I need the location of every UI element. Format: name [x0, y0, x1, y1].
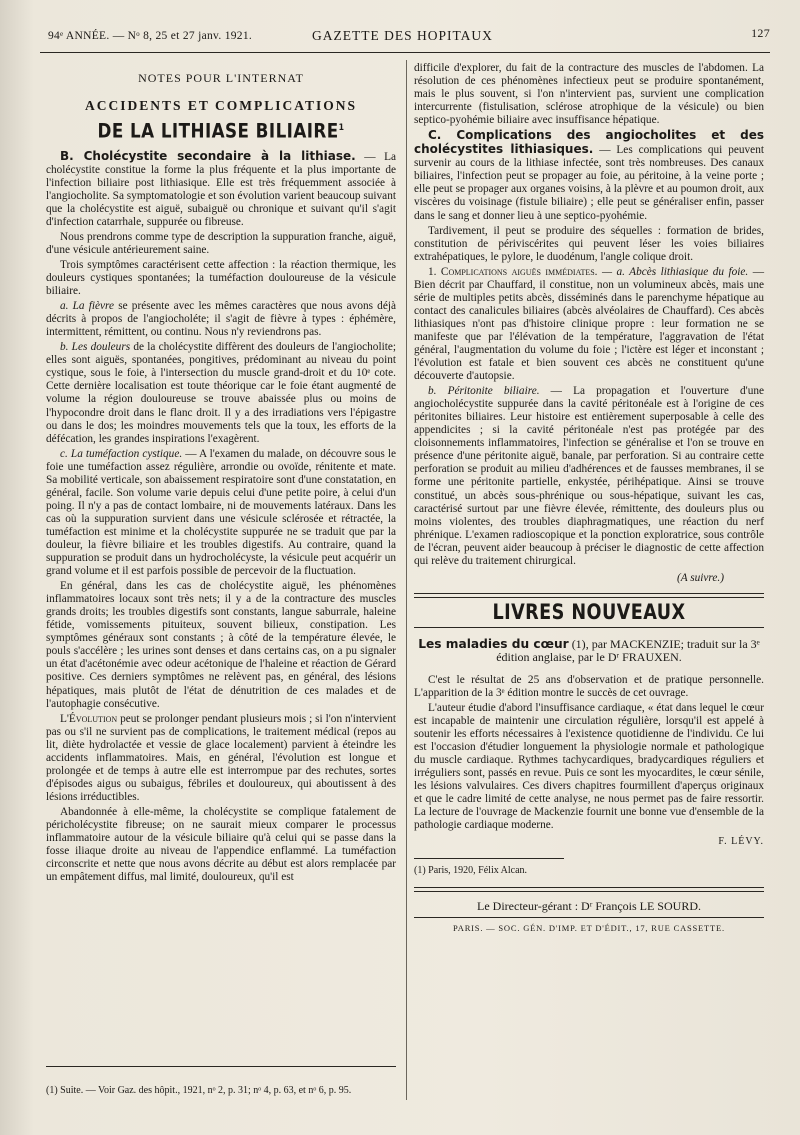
text-tumefaction: — A l'examen du malade, on découvre sous le foie une tuméfaction assez régulière, arrondie ou ovoïde, rénitente et mate. Sa mobilité verticale, son abaissement respiratoire sont d'une constatation, en général, facile. Son volume varie depuis celui d'une petite poire, à celui d'un poing. Il n'y a pas de contact lombaire, ni de mouvements latéraux. Dans les cas où la suppuration survient dans une vésicule sclérosée et rétractée, la tuméfaction est minime et la cholécystite suppurée ne se traduit que par la douleur, la fièvre biliaire et les troubles digestifs. Au contraire, quand la suppuration se produit dans un hydrocholécyste, la vésicule peut acquérir un grand volume et il est parfois possible de percevoir de la fluctuation.	[46, 447, 396, 578]
section-rule-top	[414, 593, 764, 598]
review-footnote: (1) Paris, 1920, Félix Alcan.	[414, 864, 528, 876]
right-column	[414, 62, 764, 935]
colophon-rule	[414, 917, 764, 918]
subhead-b: B. Cholécystite secondaire à la lithiase.	[60, 148, 356, 163]
review-note: (1)	[571, 636, 586, 651]
page-number: 127	[751, 26, 770, 40]
text-fievre: se présente avec les mêmes caractères que nous avons déjà décrits à propos de l'angiocholéte; il s'agit de fièvre à types : éphémère, intermittent, rémittent, ou continu. Nous n'y reviendrons pas.	[46, 300, 396, 339]
colophon-rule-top	[414, 887, 764, 892]
page-header	[40, 28, 770, 50]
journal-title: GAZETTE DES HOPITAUX	[312, 28, 493, 43]
review-footnote-rule	[414, 858, 564, 859]
header-rule	[40, 52, 770, 53]
lead-fievre: a. La fièvre	[60, 300, 115, 313]
review-paragraph-2: L'auteur étudie d'abord l'insuffisance cardiaque, « état dans lequel le cœur est incapable de maintenir une circulation régulière, lorsqu'il est appelé à soutenir les efforts nécessaires à l'existence quotidienne de l'individu. Ce lui est l'occasion d'étudier longuement la physiologie normale et pathologique du muscle cardiaque. Rythmes tachycardiques, bradycardiques réguliers et irréguliers sont, passés en revue. Puis ce sont les myocardites, le cœur sénile, les lésions valvulaires. Ces divers chapitres fourmillent d'aperçus originaux et que le cadre limité de cette analyse, ne nous permet pas de faire ressortir. La lecture de l'ouvrage de Mackenzie fournit une bonne vue d'ensemble de la pathologie cardiaque moderne.	[414, 702, 764, 832]
printer-line: PARIS. — SOC. GÉN. D'IMP. ET D'ÉDIT., 17, RUE CASSETTE.	[453, 922, 725, 933]
article-series: ACCIDENTS ET COMPLICATIONS	[84, 98, 358, 114]
paragraph-b	[46, 150, 396, 229]
lead-tumefaction: c. La tuméfaction cystique.	[60, 447, 183, 460]
paragraph-c1b	[414, 385, 764, 568]
issue-line: 94ᵉ ANNÉE. — Nᵒ 8, 25 et 27 janv. 1921.	[48, 30, 253, 42]
lead-c1: — a. Abcès lithiasique du foie.	[601, 265, 749, 278]
paragraph-general: En général, dans les cas de cholécystite aiguë, les phénomènes inflammatoires locaux sont très nets; il y a de la contracture des muscles grands droits; les troubles digestifs sont constants, langue saburrale, haleine fétide, vomissements pituiteux, souvent bilieux, constipation. Les symptômes généraux sont constants ; à côté de la température élevée, le pouls s'accélère ; les urines sont denses et dans certains cas, on a pu signaler un état d'acétonémie avec odeur acétonique de l'haleine et réaction de Gérard positive. Ces derniers symptômes ne relèvent pas, en général, des lésions hépatiques, mais plutôt de l'état de dénutrition de ces malades et de l'autophagie consécutive.	[46, 580, 396, 710]
text-c1b: — La propagation et l'ouverture d'une angiocholécystite suppurée dans la cavité péritonéale est à l'origine de ces péritonites biliaires. Leur histoire est entièrement superposable à celle des appendicites ; si la cavité péritonéale n'est pas protégée par des cloisonnements inflammatoires, l'infection se généralise et l'on se trouve en présence d'une péritonite aiguë, banale, par perforation. Si au contraire cette perforation se produit au milieu d'adhérences et de fausses membranes, il se forme une péritonite partielle, enkystée, périhépatique. Ainsi se trouve constitué, un abcès sous-phrénique ou sous-hépatique, suivant les cas, caractérisé surtout par une fièvre élevée, rémittente, des douleurs plus ou moins violentes, des troubles diaphragmatiques, une réaction du nerf phrénique. L'examen radioscopique et la ponction exploratrice, sous contrôle de l'écran, peuvent aider beaucoup à préciser le diagnostic de cette affection qui relève du traitement chirurgical.	[414, 385, 765, 567]
review-paragraph-1: C'est le résultat de 25 ans d'observation et de pratique personnelle. L'apparition de la 3ᵉ édition montre le succès de cet ouvrage.	[414, 673, 764, 700]
review-signoff: F. LÉVY.	[718, 835, 764, 847]
paragraph-evolution	[46, 713, 396, 804]
paragraph-continued: difficile d'explorer, du fait de la contracture des muscles de l'abdomen. La résolution de ces phénomènes infectieux peut se produire spontanément, mais le plus souvent, si l'on n'intervient pas, survient une complication intercurrente (fistulisation, sclérose atrophique de la vésicule) ou bien septico-pyohémie biliaire avec insuffisance hépatique.	[414, 62, 764, 127]
text-douleurs: de la cholécystite diffèrent des douleurs de l'angiocholite; elles sont aiguës, spontanées, pongitives, prédominant au niveau du point cystique, sous le foie, à l'intersection du muscle grand-droit et du 10ᵉ cote. Cette dernière localisation est toute théorique car le foie étant augmenté de volume la région douloureuse se trouve abaissée plus ou moins de l'hypocondre droit dans le flanc droit. Il y a des irradiations vers l'épigastre ou dans le dos; les moindres mouvements tels que la toux, les efforts de la défécation, les grandes inspirations l'exagèrent.	[46, 341, 397, 445]
review-credits: , par MACKENZIE; traduit sur la 3ᵉ édition anglaise, par le Dʳ FRAUXEN.	[496, 636, 760, 664]
column-divider	[406, 60, 407, 1100]
left-column	[46, 62, 396, 886]
head-c1: 1. Complications aiguës immédiates.	[428, 265, 598, 278]
text-c1: — Bien décrit par Chauffard, il constitue, non un volumineux abcès, mais une série de multiples petits abcès, disséminés dans le parenchyme hépatique au contact des canalicules biliaires (abcès alvéolaires de Chauffard). Ces abcès lithiasiques n'ont pas d'histoire clinique propre : leur formation ne se manifeste que par l'élévation de la température, l'aggravation de l'état général, l'augmentation du volume du foie ; l'ictère est léger et inconstant ; l'évolution est fatale et bien souvent ces abcès ne constituent qu'une découverte d'autopsie.	[414, 265, 765, 383]
paragraph-fievre	[46, 300, 396, 339]
left-footnote-block	[46, 1066, 396, 1097]
footnote-rule	[46, 1066, 396, 1067]
subhead-c: C. Complications des angiocholites et des cholécystites lithiasiques.	[414, 128, 764, 157]
article-kicker: NOTES POUR L'INTERNAT	[138, 71, 304, 85]
paragraph-tardivement: Tardivement, il peut se produire des séquelles : formation de brides, constitution de périviscérites qui peuvent léser les voies biliaires extrahépatiques, le pylore, le duodénum, l'angle colique droit.	[414, 224, 764, 263]
article-title-text: DE LA LITHIASE BILIAIRE	[97, 119, 339, 143]
paragraph-tumefaction	[46, 448, 396, 578]
paragraph-c	[414, 129, 764, 222]
section-rule-bottom	[414, 627, 764, 628]
to-be-continued: (A suivre.)	[676, 571, 724, 584]
section-title-livres: LIVRES NOUVEAUX	[492, 599, 686, 624]
lead-c1b: b. Péritonite biliaire.	[428, 385, 540, 398]
lead-douleurs: b. Les douleurs	[60, 341, 131, 354]
lead-evolution: L'Évolution	[60, 712, 118, 725]
review-heading	[414, 638, 764, 664]
paragraph-nous: Nous prendrons comme type de description la suppuration franche, aiguë, d'une vésicule antérieurement saine.	[46, 230, 396, 256]
review-book-title: Les maladies du cœur	[418, 636, 569, 651]
article-title	[71, 119, 372, 143]
article-title-note: 1	[338, 123, 345, 134]
article-footnote: (1) Suite. — Voir Gaz. des hôpit., 1921, nᵒ 2, p. 31; nᵒ 4, p. 63, et nᵒ 6, p. 95.	[46, 1085, 352, 1096]
text-c: — Les complications qui peuvent survenir au cours de la lithiase infectée, sont très nombreuses. Des canaux biliaires, l'infection peut se propager au foie, au péritoine, à la veine porte ; elle peut se propager aux organes voisins, à la plèvre et au poumon droit, aux viscères du voisinage (fistule biliaire) ; elle peut se généraliser enfin, passer dans le sang et donner lieu à une septico-pyohémie.	[414, 144, 764, 222]
paragraph-trois: Trois symptômes caractérisent cette affection : la réaction thermique, les douleurs cystiques spontanées; la tuméfaction douloureuse de la vésicule biliaire.	[46, 259, 396, 298]
paragraph-douleurs	[46, 341, 396, 445]
managing-director: Le Directeur-gérant : Dʳ François LE SOURD.	[477, 898, 701, 913]
text-evolution: peut se prolonger pendant plusieurs mois ; si l'on n'intervient pas ou s'il ne survient pas de complications, le traitement médical (repos au lit, diète hydrolactée et vessie de glace localement) parvient à éteindre les accidents inflammatoires. Mais, en général, l'évolution est longue et prolongée et de temps à autre elle est interrompue par des rechutes, sortes d'épisodes aigus ou subaigus, fébriles et douloureux, qui aboutissent à des lésions irréductibles.	[46, 712, 397, 803]
paragraph-abandonnee: Abandonnée à elle-même, la cholécystite se complique fatalement de péricholécystite fibreuse; on ne saurait mieux comparer le processus inflammatoire autour de la vésicule biliaire qu'à celui qui se passe dans la fosse iliaque droite au niveau de l'appendice enflammé. La tuméfaction circonscrite et nette que nous avons décrite au début est alors remplacée par un empâtement diffus, mal limité, douloureux, qu'il est	[46, 805, 396, 884]
paragraph-c1	[414, 266, 764, 383]
text-b: — La cholécystite constitue la forme la plus fréquente et la plus importante de l'infection biliaire post lithiasique. Elle est très fréquemment associée à l'angiocholite. Sa symptomatologie et son évolution varient beaucoup suivant que la cholécystite est aiguë, subaiguë ou chronique et suivant qu'il s'agit d'infection catarrhale, suppurée ou fibreuse.	[46, 150, 396, 228]
